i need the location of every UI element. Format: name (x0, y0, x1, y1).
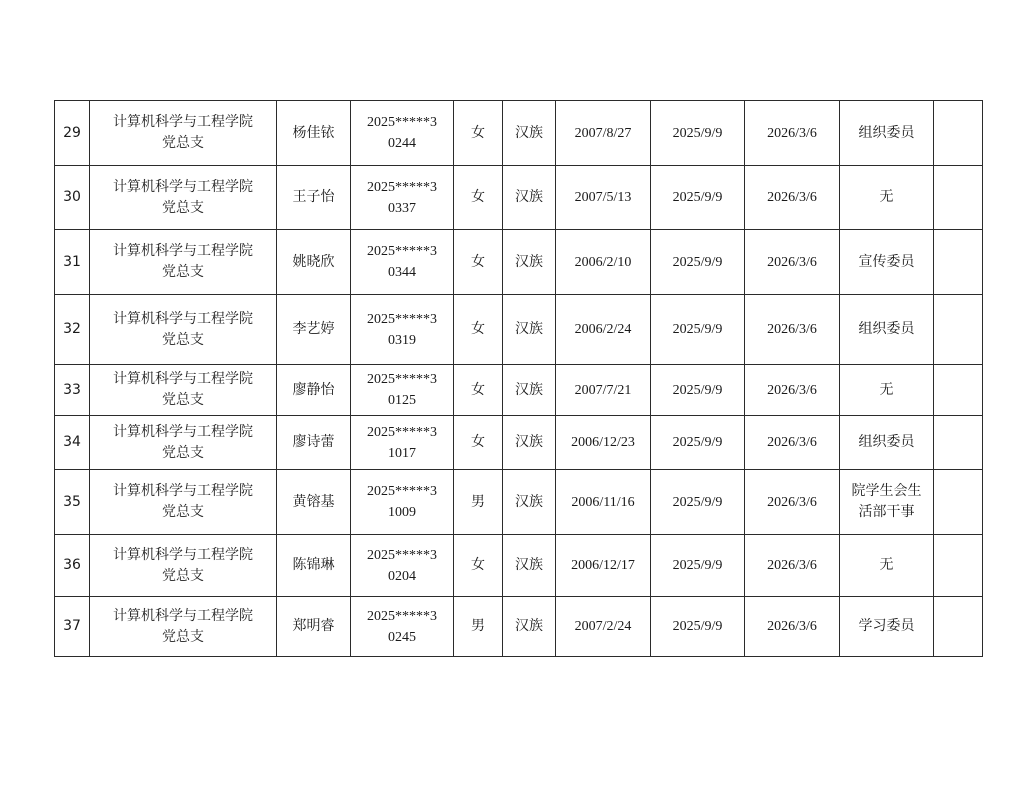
cell-start-date: 2025/9/9 (651, 295, 745, 365)
cell-end-date: 2026/3/6 (745, 416, 840, 470)
cell-unit (90, 166, 277, 230)
cell-start-date: 2025/9/9 (651, 470, 745, 535)
role-line-1: 组织委员 (858, 124, 915, 141)
unit-line-2: 党总支 (162, 444, 204, 461)
cell-unit (90, 101, 277, 166)
cell-student-id (351, 295, 454, 365)
unit-line-2: 党总支 (162, 628, 204, 645)
cell-ethnicity: 汉族 (503, 416, 556, 470)
cell-role (840, 365, 934, 416)
unit-line-1: 计算机科学与工程学院 (113, 607, 253, 624)
cell-name: 陈锦琳 (277, 535, 351, 597)
cell-number: 32 (55, 295, 90, 365)
cell-remark (934, 230, 983, 295)
cell-number: 36 (55, 535, 90, 597)
table-row (55, 365, 983, 416)
cell-birth-date: 2006/2/24 (556, 295, 651, 365)
id-line-1: 2025*****3 (367, 547, 437, 563)
unit-line-1: 计算机科学与工程学院 (113, 371, 253, 387)
cell-ethnicity: 汉族 (503, 365, 556, 416)
id-line-2: 0204 (388, 568, 416, 584)
roster-body (55, 101, 983, 657)
role-line-1: 组织委员 (858, 321, 915, 337)
cell-start-date: 2025/9/9 (651, 166, 745, 230)
cell-number: 34 (55, 416, 90, 470)
cell-name: 李艺婷 (277, 295, 351, 365)
cell-ethnicity: 汉族 (503, 166, 556, 230)
unit-line-2: 党总支 (162, 199, 204, 216)
cell-student-id (351, 535, 454, 597)
cell-unit (90, 597, 277, 657)
cell-birth-date: 2007/8/27 (556, 101, 651, 166)
cell-unit (90, 295, 277, 365)
cell-birth-date: 2006/11/16 (556, 470, 651, 535)
cell-gender: 男 (454, 597, 503, 657)
id-line-1: 2025*****3 (367, 608, 437, 624)
cell-student-id (351, 597, 454, 657)
cell-unit (90, 416, 277, 470)
cell-gender: 女 (454, 416, 503, 470)
cell-role (840, 416, 934, 470)
cell-name: 郑明睿 (277, 597, 351, 657)
cell-end-date: 2026/3/6 (745, 470, 840, 535)
role-line-1: 无 (879, 189, 894, 205)
unit-line-2: 党总支 (162, 135, 204, 151)
id-line-1: 2025*****3 (367, 484, 437, 499)
cell-remark (934, 295, 983, 365)
cell-gender: 女 (454, 230, 503, 295)
cell-gender: 女 (454, 101, 503, 166)
cell-ethnicity: 汉族 (503, 597, 556, 657)
unit-line-2: 党总支 (162, 504, 204, 520)
id-line-2: 0344 (388, 265, 416, 280)
role-line-1: 无 (879, 381, 894, 398)
cell-role (840, 101, 934, 166)
cell-student-id (351, 416, 454, 470)
unit-line-2: 党总支 (162, 567, 204, 584)
cell-gender: 男 (454, 470, 503, 535)
cell-end-date: 2026/3/6 (745, 365, 840, 416)
table-row (55, 101, 983, 166)
cell-remark (934, 535, 983, 597)
id-line-1: 2025*****3 (367, 115, 437, 130)
role-line-1: 宣传委员 (858, 253, 915, 270)
unit-line-1: 计算机科学与工程学院 (113, 114, 253, 130)
cell-start-date: 2025/9/9 (651, 535, 745, 597)
cell-name: 杨佳铱 (277, 101, 351, 166)
cell-unit (90, 535, 277, 597)
cell-student-id (351, 365, 454, 416)
cell-role (840, 295, 934, 365)
cell-ethnicity: 汉族 (503, 295, 556, 365)
cell-name: 姚晓欣 (277, 230, 351, 295)
cell-start-date: 2025/9/9 (651, 597, 745, 657)
cell-number: 31 (55, 230, 90, 295)
table-row (55, 470, 983, 535)
cell-gender: 女 (454, 166, 503, 230)
cell-number: 35 (55, 470, 90, 535)
id-line-2: 0337 (388, 200, 416, 216)
cell-role (840, 597, 934, 657)
role-line-1: 组织委员 (858, 434, 915, 450)
roster-table (54, 100, 983, 657)
cell-number: 37 (55, 597, 90, 657)
role-line-1: 学习委员 (858, 618, 915, 634)
cell-name: 廖诗蕾 (277, 416, 351, 470)
cell-number: 33 (55, 365, 90, 416)
unit-line-1: 计算机科学与工程学院 (113, 243, 253, 259)
id-line-1: 2025*****3 (367, 311, 437, 327)
cell-start-date: 2025/9/9 (651, 365, 745, 416)
cell-student-id (351, 101, 454, 166)
unit-line-2: 党总支 (162, 264, 204, 280)
table-row (55, 166, 983, 230)
table-row (55, 535, 983, 597)
id-line-2: 0245 (388, 629, 416, 645)
cell-end-date: 2026/3/6 (745, 597, 840, 657)
cell-student-id (351, 470, 454, 535)
unit-line-2: 党总支 (162, 331, 204, 348)
unit-line-1: 计算机科学与工程学院 (113, 178, 253, 195)
cell-remark (934, 597, 983, 657)
role-line-1: 院学生会生 (851, 483, 922, 499)
cell-start-date: 2025/9/9 (651, 230, 745, 295)
cell-remark (934, 166, 983, 230)
cell-birth-date: 2007/2/24 (556, 597, 651, 657)
cell-ethnicity: 汉族 (503, 101, 556, 166)
id-line-1: 2025*****3 (367, 424, 437, 440)
cell-remark (934, 365, 983, 416)
cell-name: 黄镕基 (277, 470, 351, 535)
cell-number: 30 (55, 166, 90, 230)
cell-unit (90, 230, 277, 295)
id-line-1: 2025*****3 (367, 179, 437, 195)
cell-number: 29 (55, 101, 90, 166)
id-line-2: 0244 (388, 136, 416, 151)
cell-start-date: 2025/9/9 (651, 416, 745, 470)
cell-ethnicity: 汉族 (503, 535, 556, 597)
cell-birth-date: 2006/2/10 (556, 230, 651, 295)
cell-role (840, 535, 934, 597)
cell-ethnicity: 汉族 (503, 470, 556, 535)
role-line-1: 无 (879, 557, 894, 573)
cell-birth-date: 2007/7/21 (556, 365, 651, 416)
id-line-2: 1017 (388, 445, 416, 461)
cell-gender: 女 (454, 535, 503, 597)
cell-end-date: 2026/3/6 (745, 230, 840, 295)
cell-remark (934, 470, 983, 535)
cell-gender: 女 (454, 365, 503, 416)
cell-unit (90, 365, 277, 416)
cell-birth-date: 2007/5/13 (556, 166, 651, 230)
table-row (55, 230, 983, 295)
id-line-2: 1009 (388, 505, 416, 520)
cell-role (840, 230, 934, 295)
cell-role (840, 166, 934, 230)
cell-birth-date: 2006/12/17 (556, 535, 651, 597)
id-line-2: 0319 (388, 332, 416, 348)
role-line-2: 活部干事 (858, 504, 915, 520)
cell-remark (934, 416, 983, 470)
cell-remark (934, 101, 983, 166)
unit-line-1: 计算机科学与工程学院 (113, 423, 253, 440)
cell-end-date: 2026/3/6 (745, 535, 840, 597)
id-line-1: 2025*****3 (367, 244, 437, 259)
cell-gender: 女 (454, 295, 503, 365)
cell-student-id (351, 230, 454, 295)
id-line-1: 2025*****3 (367, 372, 437, 387)
cell-ethnicity: 汉族 (503, 230, 556, 295)
unit-line-1: 计算机科学与工程学院 (113, 483, 253, 499)
id-line-2: 0125 (388, 393, 416, 408)
cell-student-id (351, 166, 454, 230)
table-row (55, 597, 983, 657)
unit-line-1: 计算机科学与工程学院 (113, 310, 253, 327)
unit-line-1: 计算机科学与工程学院 (113, 546, 253, 563)
cell-end-date: 2026/3/6 (745, 166, 840, 230)
cell-start-date: 2025/9/9 (651, 101, 745, 166)
cell-unit (90, 470, 277, 535)
table-row (55, 295, 983, 365)
unit-line-2: 党总支 (162, 392, 204, 408)
cell-birth-date: 2006/12/23 (556, 416, 651, 470)
cell-role (840, 470, 934, 535)
cell-name: 王子怡 (277, 166, 351, 230)
cell-name: 廖静怡 (277, 365, 351, 416)
table-row (55, 416, 983, 470)
cell-end-date: 2026/3/6 (745, 295, 840, 365)
cell-end-date: 2026/3/6 (745, 101, 840, 166)
